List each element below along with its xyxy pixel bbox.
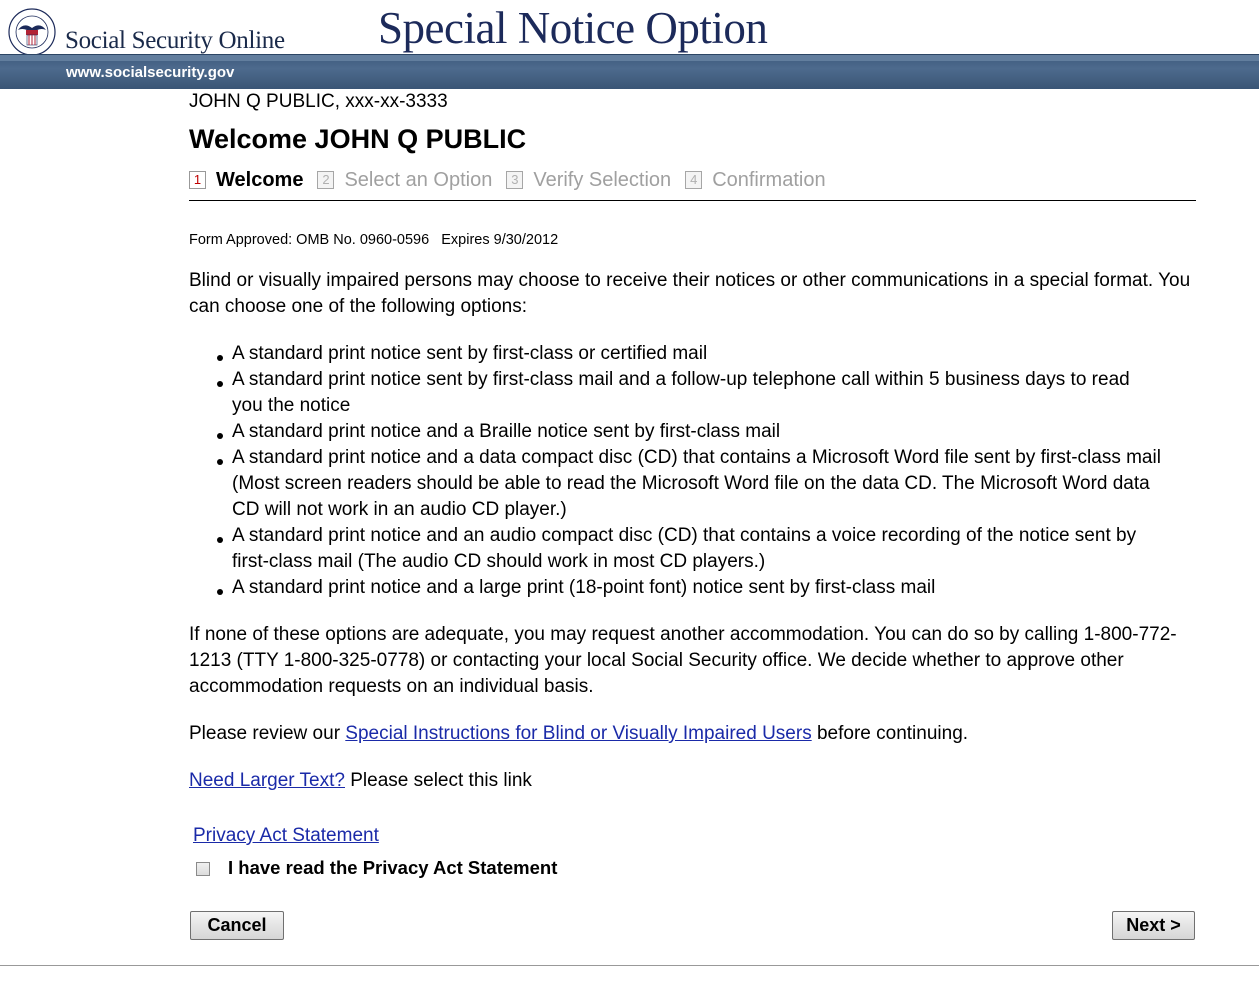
page-title: Special Notice Option <box>378 3 768 53</box>
step-label: Welcome <box>216 168 304 191</box>
other-accommodation-paragraph: If none of these options are adequate, you may request another accommodation. You can do so by calling 1-800-772-1213 (TTY 1-800-325-0778) or contacting your local Social Security office. We decide whether to approve other accommodation requests on an individual basis. <box>189 624 1177 697</box>
form-approved-text: Form Approved: OMB No. 0960-0596 Expires 9/30/2012 <box>189 232 559 248</box>
welcome-heading: Welcome JOHN Q PUBLIC <box>189 124 527 154</box>
privacy-link-wrapper <box>193 825 379 847</box>
larger-text-suffix: Please select this link <box>344 770 532 791</box>
review-paragraph <box>189 721 1196 747</box>
list-item: A standard print notice and a data compact disc (CD) that contains a Microsoft Word file sent by first-class mail (Most screen readers should be able to read the Microsoft Word file on the data CD. The Microsoft Word data CD will not work in an audio CD player.) <box>214 445 1164 523</box>
list-item: A standard print notice and a large print (18-point font) notice sent by first-class mail <box>214 575 1164 601</box>
step-number: 3 <box>506 171 523 189</box>
step-number: 2 <box>317 171 334 189</box>
special-instructions-link[interactable]: Special Instructions for Blind or Visually Impaired Users <box>345 723 812 744</box>
privacy-ack-checkbox[interactable] <box>196 862 210 876</box>
header-top <box>0 0 1259 54</box>
privacy-checkbox-row <box>196 857 557 879</box>
intro-paragraph: Blind or visually impaired persons may choose to receive their notices or other communications in a special format. You can choose one of the following options: <box>189 270 1191 317</box>
larger-text-paragraph <box>189 768 1196 794</box>
privacy-act-statement-link[interactable]: Privacy Act Statement <box>193 825 379 846</box>
list-item: A standard print notice sent by first-class or certified mail <box>214 341 1164 367</box>
user-id-line: JOHN Q PUBLIC, xxx-xx-3333 <box>189 91 448 112</box>
step-label: Select an Option <box>344 168 493 191</box>
site-url: www.socialsecurity.gov <box>66 64 235 81</box>
ssa-seal-icon <box>8 8 56 56</box>
step-indicator <box>189 166 840 194</box>
step-number: 1 <box>189 171 206 189</box>
options-list <box>214 341 1164 601</box>
step-label: Verify Selection <box>533 168 672 191</box>
list-item: A standard print notice and a Braille notice sent by first-class mail <box>214 419 1164 445</box>
cancel-button[interactable]: Cancel <box>190 911 284 940</box>
step-label: Confirmation <box>712 168 826 191</box>
list-item: A standard print notice sent by first-class mail and a follow-up telephone call within 5 business days to read you the notice <box>214 367 1164 419</box>
step-select-option <box>317 169 492 192</box>
header-divider <box>189 200 1196 201</box>
site-name: Social Security Online <box>65 27 285 54</box>
header-bar-strip <box>0 55 1259 61</box>
step-welcome <box>189 169 303 192</box>
site-header <box>0 0 1259 88</box>
step-number: 4 <box>685 171 702 189</box>
next-button[interactable]: Next > <box>1112 911 1195 940</box>
footer-divider <box>0 965 1259 966</box>
step-confirmation <box>685 169 825 192</box>
privacy-ack-label[interactable]: I have read the Privacy Act Statement <box>228 857 558 878</box>
step-verify-selection <box>506 169 671 192</box>
list-item: A standard print notice and an audio compact disc (CD) that contains a voice recording of the notice sent by first-class mail (The audio CD should work in most CD players.) <box>214 523 1164 575</box>
review-suffix: before continuing. <box>811 723 969 744</box>
header-bar <box>0 54 1259 89</box>
review-prefix: Please review our <box>189 723 346 744</box>
need-larger-text-link[interactable]: Need Larger Text? <box>189 770 345 791</box>
